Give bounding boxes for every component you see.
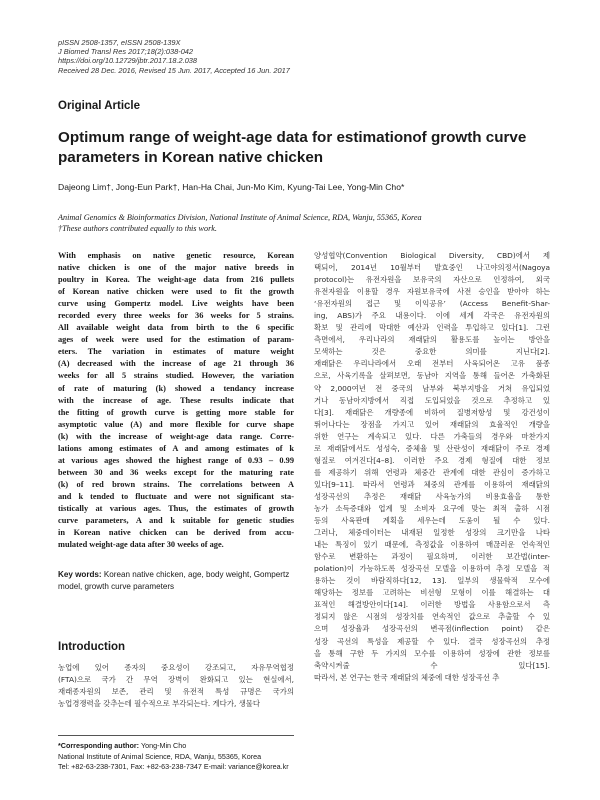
abstract-line: with the increase of age. These results indicate that — [58, 395, 294, 405]
body-line: 형질로 여겨진다[4–8]. 이러한 주요 경제 형질에 대한 정보 — [314, 455, 550, 465]
body-line: 확보 및 관리에 막대한 예산과 인력을 투입하고 있다[1]. 그런 — [314, 323, 550, 333]
body-line: 성장곡선의 추정은 재래닭 사육농가의 비용효율을 통한 — [314, 491, 550, 501]
article-dates: Received 28 Dec. 2016, Revised 15 Jun. 2017, Accepted 16 Jun. 2017 — [58, 65, 290, 75]
abstract-line: lations among estimates of A and among estimates of k — [58, 443, 294, 453]
article-type: Original Article — [58, 100, 141, 112]
doi-link[interactable]: https://doi.org/10.12729/jbtr.2017.18.2.038 — [58, 56, 198, 66]
body-line: 정되지 않은 시점의 성장치를 연속적인 값으로 추출할 수 있 — [314, 612, 550, 622]
keywords-text: Korean native chicken, age, body weight, Gompertz model, growth curve parameters — [58, 570, 290, 591]
corresponding-address: National Institute of Animal Science, RDA, Wanju, 55365, Korea — [58, 751, 262, 761]
body-line: 축약시켜줄 수 있다[15]. — [314, 660, 550, 670]
abstract-line: (k) of red brown strains. The correlations between A — [58, 479, 294, 489]
abstract-line: between 30 and 36 weeks except for the maturing rate — [58, 467, 294, 477]
body-line: 내는 특징이 있기 때문에, 측정값을 이용하여 매끊러운 연속적인 — [314, 540, 550, 550]
body-line: 있다[9–11]. 따라서 연령과 체중의 관계를 이용하여 재래닭의 — [314, 479, 550, 489]
intro-line: (FTA)으로 국가 간 무역 장벽이 완화되고 있는 현실에서, — [58, 675, 294, 685]
abstract-line: eters. The variation in estimates of mature weight — [58, 347, 294, 357]
abstract-line: ages of week were used for the estimation of param- — [58, 335, 294, 345]
abstract-line: (k) with the increase of weight-age data range. Corre- — [58, 431, 294, 441]
body-line: 그러나, 체중데이터는 내재된 일정한 성장의 크기만을 나타 — [314, 528, 550, 538]
abstract-line: recorded every three weeks for 36 weeks for 5 strains. — [58, 311, 294, 321]
body-line: 해당하는 정보를 고려하는 비선형 모형이 이를 해결하는 대 — [314, 588, 550, 598]
equal-contribution-note: †These authors contributed equally to this work. — [58, 224, 217, 233]
abstract-line: asymptotic value (A) and more flexible for curve shape — [58, 419, 294, 429]
abstract-line: curve using Gompertz model. Live weights have been — [58, 299, 294, 309]
body-line: 함수로 변환하는 과정이 필요하며, 이러한 보간법(inter- — [314, 552, 550, 562]
body-line: 표적인 해결방안이다[14]. 이러한 방법을 사용함으로서 측 — [314, 600, 550, 610]
introduction-body — [58, 662, 294, 710]
affiliation: Animal Genomics & Bioinformatics Division, National Institute of Animal Science, RDA, Wanju, 55365, Korea — [58, 213, 422, 222]
body-line: 성장 곡선의 특성을 제공할 수 있다. 결국 성장곡선의 추정 — [314, 636, 550, 646]
body-line: 다[3]. 재래닭은 개량종에 비하여 질병저항성 및 강건성이 — [314, 407, 550, 417]
body-line: 택되어, 2014년 10월부터 발효중인 나고야의정서(Nagoya — [314, 263, 550, 273]
keywords-label: Key words: — [58, 570, 102, 579]
abstract-line: of Korean native chicken were used to fit the growth — [58, 287, 294, 297]
body-line: 으로, 사육기록을 살펴보면, 동남아 지역을 통해 들어온 가축화된 — [314, 371, 550, 381]
body-line: 모색하는 것은 중요한 의미를 지닌다[2]. — [314, 347, 550, 357]
abstract-line: at various ages showed the highest range of 0.93 – 0.99 — [58, 455, 294, 465]
body-line: ‘유전자원의 접근 및 이익공유’ (Access Benefit-Shar- — [314, 299, 550, 309]
body-line: 양성협약(Convention Biological Diversity, CBD)에서 제 — [314, 251, 550, 260]
body-line: 약 2,000여년 전 중국의 남부와 북부지방을 거쳐 유입되었 — [314, 383, 550, 393]
body-line: protocol)는 유전자원을 보유국의 자산으로 인정하여, 외국 — [314, 275, 550, 285]
right-column-body — [314, 250, 550, 684]
body-line: 측면에서, 우리나라의 재래닭의 활용도를 높이는 방안을 — [314, 335, 550, 345]
body-line: 을 통해 구한 두 가지의 모수를 이용하여 성장에 관한 정보를 — [314, 648, 550, 658]
corresponding-label: *Corresponding author: — [58, 741, 140, 750]
abstract-line: of rate of maturing (k) showed a tendancy increase — [58, 383, 294, 393]
abstract-line: and k tended to fluctuate and were not significant sta- — [58, 491, 294, 501]
body-line: 으며 성장율과 성장곡선의 변곡점(inflection point) 같은 — [314, 624, 550, 634]
body-line: 등의 사육판매 계획을 세우는데 도움이 될 수 있다. — [314, 516, 550, 526]
abstract-line: tistically at various ages. Thus, the estimates of growth — [58, 503, 294, 513]
body-line: 거나 동남아지방에서 직접 도입되었을 것으로 추정하고 있 — [314, 395, 550, 405]
intro-line: 농업에 있어 종자의 중요성이 강조되고, 자유무역협정 — [58, 663, 294, 672]
issn-line: pISSN 2508-1357, eISSN 2508-139X — [58, 38, 181, 47]
abstract-line: in Korean native chicken can be derived from accu- — [58, 528, 294, 538]
author-list: Dajeong Lim†, Jong-Eun Park†, Han-Ha Chai, Jun-Mo Kim, Kyung-Tai Lee, Yong-Min Cho* — [58, 182, 405, 192]
affiliation-block — [58, 212, 422, 234]
corresponding-contact[interactable]: Tel: +82-63-238-7301, Fax: +82-63-238-7347 E-mail: variance@korea.kr — [58, 762, 289, 771]
corresponding-author-block — [58, 741, 358, 773]
body-line: 농가 소득증대와 업계 및 소비자 요구에 맞는 최적 출하 시점 — [314, 503, 550, 513]
abstract — [58, 250, 294, 551]
corresponding-name: Yong-Min Cho — [140, 741, 187, 750]
body-line: 위한 연구는 계속되고 있다. 다른 가축들의 경우와 마찬가지 — [314, 431, 550, 441]
body-line: 용하는 것이 바람직하다[12, 13]. 일부의 생물학적 모수에 — [314, 576, 550, 586]
keywords — [58, 569, 294, 593]
body-line: 재래닭은 우리나라에서 오래 전부터 사육되어온 고유 품종 — [314, 359, 550, 369]
intro-line: 재래종자원의 보존, 관리 및 유전적 특성 규명은 국가의 — [58, 687, 294, 697]
introduction-heading: Introduction — [58, 641, 126, 653]
body-line: 따라서, 본 연구는 한국 재래닭의 체중에 대한 성장곡선 추 — [314, 672, 500, 682]
journal-citation: J Biomed Transl Res 2017;18(2):038-042 — [58, 47, 194, 57]
abstract-line: With emphasis on native genetic resource, Korean — [58, 251, 294, 260]
abstract-line: poultry in Korea. The weight-age data from 216 pullets — [58, 275, 294, 285]
body-line: ing, ABS)가 주요 내용이다. 이에 세계 각국은 유전자원의 — [314, 311, 550, 321]
body-line: polation)이 가능하도록 성장곡선 모델을 이용하여 추정 모델을 적 — [314, 564, 550, 574]
body-line: 를 제공하기 위해 연령과 체중간 관계에 대한 관심이 증가하고 — [314, 467, 550, 477]
abstract-line: mulated weight-age data after 30 weeks of age. — [58, 540, 224, 550]
body-line: 뛰어나다는 장점을 가지고 있어 재래닭의 효율적인 개량을 — [314, 419, 550, 429]
abstract-line: All available weight data from birth to the 6 specific — [58, 323, 294, 333]
journal-meta — [58, 38, 290, 75]
footnote-divider — [58, 735, 294, 736]
abstract-line: curve parameters, A and k suitable for genetic studies — [58, 516, 294, 526]
abstract-line: native chicken is one of the major native breeds in — [58, 263, 294, 273]
article-title: Optimum range of weight-age data for estimationof growth curve parameters in Korean native chicken — [58, 129, 527, 166]
body-line: 유전자원을 이용할 경우 자원보유국에 사전 승인을 받아야 하는 — [314, 287, 550, 297]
intro-line: 농업경쟁력을 갖추는데 필수적으로 부각되는다. 게다가, 생물다 — [58, 699, 261, 709]
abstract-line: the fitting of growth curve is getting more stable for — [58, 407, 294, 417]
abstract-line: (A) decreased with the increase of age 21 through 36 — [58, 359, 294, 369]
abstract-line: weeks for all 5 strains studied. However, the variation — [58, 371, 294, 381]
body-line: 로 재래닭에서도 성성숙, 증체율 및 산란성이 재래닭이 주로 경제 — [314, 443, 550, 453]
